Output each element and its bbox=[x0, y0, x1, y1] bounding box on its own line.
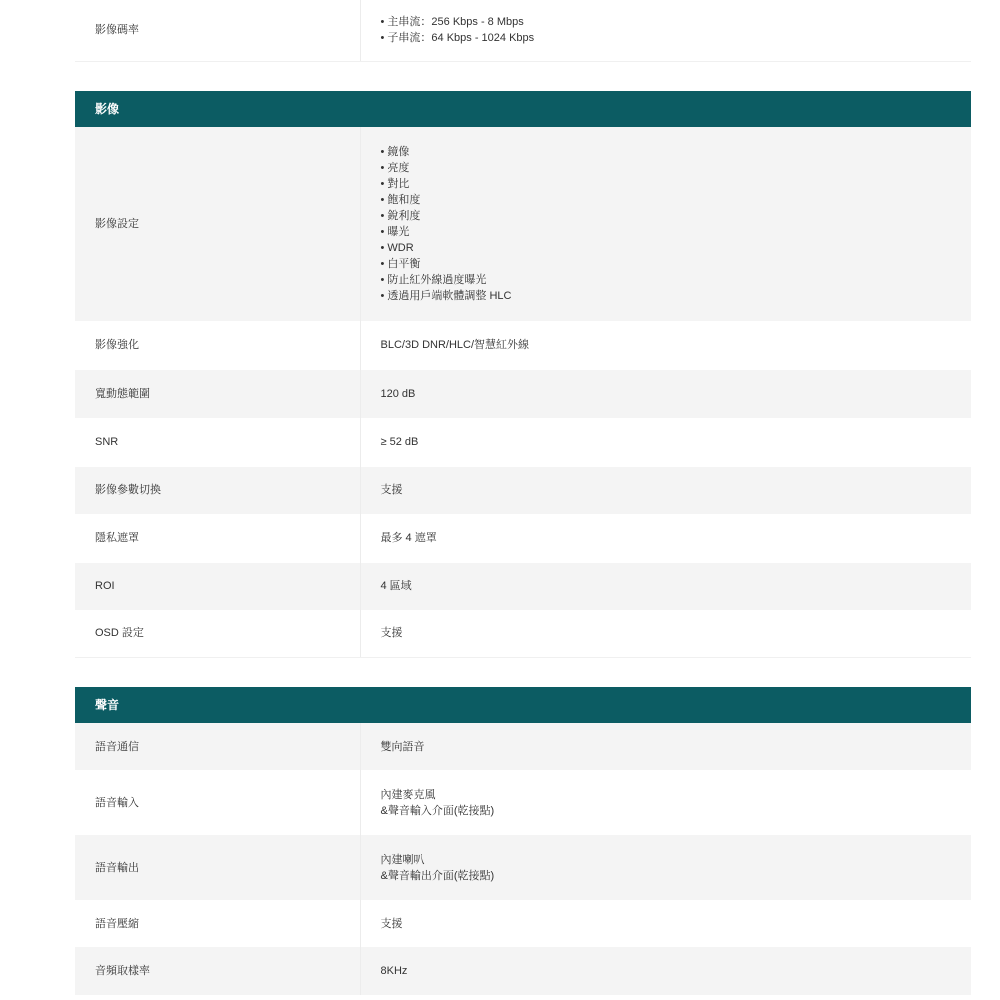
value-line: &聲音輸入介面(乾接點) bbox=[380, 804, 495, 817]
value-line: &聲音輸出介面(乾接點) bbox=[380, 869, 495, 882]
table-row bbox=[75, 321, 971, 370]
list-item: • 防止紅外線過度曝光 bbox=[381, 272, 972, 288]
table-row bbox=[75, 610, 971, 658]
value-line: 支援 bbox=[380, 917, 403, 930]
table-row bbox=[75, 127, 971, 321]
list-item: • 飽和度 bbox=[381, 192, 972, 208]
row-value: 支援 bbox=[360, 467, 971, 514]
row-value bbox=[360, 770, 971, 835]
list-item: • 鏡像 bbox=[381, 144, 972, 160]
table-row bbox=[75, 514, 971, 563]
bitrate-list bbox=[381, 14, 972, 46]
row-label: 音頻取樣率 bbox=[75, 947, 360, 995]
value-line: 8KHz bbox=[380, 965, 408, 977]
table-row bbox=[75, 418, 971, 467]
row-value bbox=[360, 127, 971, 321]
list-item: • WDR bbox=[381, 240, 972, 256]
row-label: SNR bbox=[75, 418, 360, 467]
table-row bbox=[75, 900, 971, 947]
table-row bbox=[75, 835, 971, 900]
table-row bbox=[75, 370, 971, 418]
image-settings-list bbox=[381, 144, 972, 304]
row-value: 4 區域 bbox=[360, 563, 971, 610]
list-item: • 亮度 bbox=[381, 160, 972, 176]
row-label: 影像碼率 bbox=[75, 0, 360, 61]
list-item: • 透過用戶端軟體調整 HLC bbox=[381, 288, 972, 304]
row-value bbox=[360, 835, 971, 900]
value-line: 內建麥克風 bbox=[380, 788, 436, 801]
row-label: OSD 設定 bbox=[75, 610, 360, 658]
value-line: 內建喇叭 bbox=[380, 853, 425, 866]
row-label: 隱私遮罩 bbox=[75, 514, 360, 563]
row-value: 支援 bbox=[360, 610, 971, 658]
row-label: 影像強化 bbox=[75, 321, 360, 370]
row-value: 120 dB bbox=[360, 370, 971, 418]
list-item: • 銳利度 bbox=[381, 208, 972, 224]
audio-spec-table bbox=[75, 723, 971, 995]
row-label: 語音輸入 bbox=[75, 770, 360, 835]
list-item: • 子串流：64 Kbps - 1024 Kbps bbox=[381, 30, 972, 46]
section-header-image: 影像 bbox=[75, 91, 971, 127]
row-label: 語音壓縮 bbox=[75, 900, 360, 947]
value-line: 雙向語音 bbox=[380, 740, 425, 753]
row-value bbox=[360, 900, 971, 947]
row-label: ROI bbox=[75, 563, 360, 610]
row-label: 語音通信 bbox=[75, 723, 360, 770]
table-row bbox=[75, 467, 971, 514]
row-label: 影像設定 bbox=[75, 127, 360, 321]
row-value bbox=[360, 723, 971, 770]
list-item: • 對比 bbox=[381, 176, 972, 192]
table-row bbox=[75, 0, 971, 61]
row-label: 語音輸出 bbox=[75, 835, 360, 900]
row-value bbox=[360, 947, 971, 995]
table-row bbox=[75, 723, 971, 770]
spec-page bbox=[75, 0, 971, 995]
row-value: BLC/3D DNR/HLC/智慧紅外線 bbox=[360, 321, 971, 370]
video-bitrate-table bbox=[75, 0, 971, 62]
list-item: • 白平衡 bbox=[381, 256, 972, 272]
list-item: • 主串流：256 Kbps - 8 Mbps bbox=[381, 14, 972, 30]
table-row bbox=[75, 563, 971, 610]
row-value bbox=[360, 0, 971, 61]
table-row bbox=[75, 770, 971, 835]
row-label: 寬動態範圍 bbox=[75, 370, 360, 418]
section-header-audio: 聲音 bbox=[75, 687, 971, 723]
list-item: • 曝光 bbox=[381, 224, 972, 240]
row-label: 影像參數切換 bbox=[75, 467, 360, 514]
row-value: 最多 4 遮罩 bbox=[360, 514, 971, 563]
table-row bbox=[75, 947, 971, 995]
row-value: ≥ 52 dB bbox=[360, 418, 971, 467]
image-spec-table bbox=[75, 127, 971, 659]
